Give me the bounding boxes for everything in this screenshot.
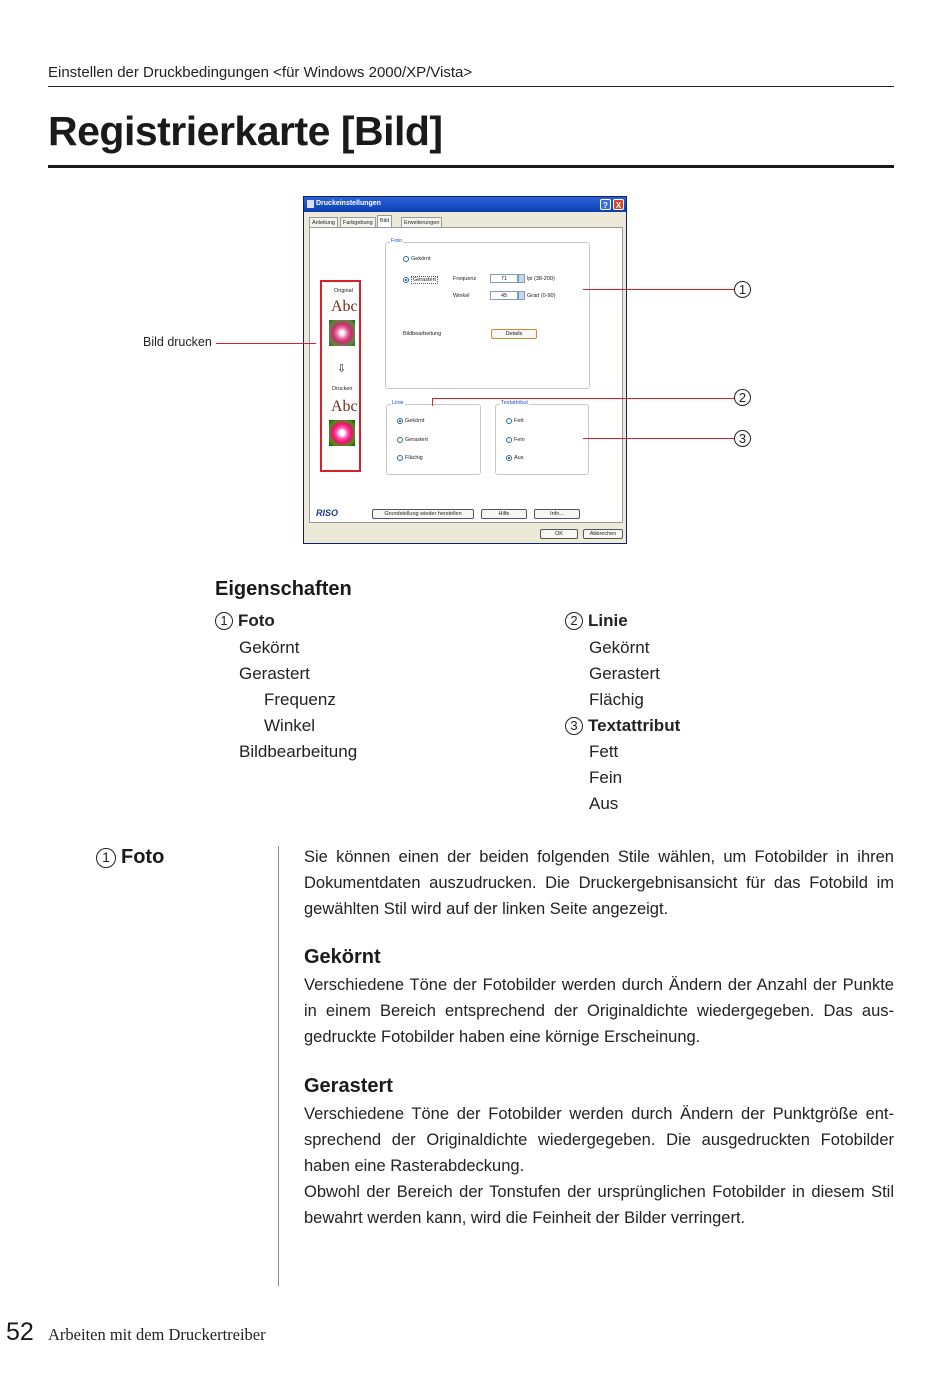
frequency-input[interactable]: 71 [490, 274, 518, 283]
subsection-gerastert-text: Verschiedene Töne der Fotobilder werden durch Ändern der Punktgröße ent-sprechend der Originaldichte wiedergegeben. Die ausgedruckten Fotobilder haben eine Rasterabdeckung. [304, 1105, 894, 1175]
arrow-down-icon: ⇩ [337, 363, 347, 375]
linie-gerastert-label: Gerastert [405, 437, 428, 443]
info-button[interactable]: Info... [534, 509, 580, 519]
prop-foto-item: Bildbearbeitung [239, 742, 358, 761]
page-title: Registrierkarte [Bild] [48, 108, 443, 154]
eigenschaften-heading: Eigenschaften [215, 578, 352, 600]
help-button[interactable]: Hilfe [481, 509, 527, 519]
subsection-gerastert-heading: Gerastert [304, 1075, 393, 1097]
section-foto-heading [96, 846, 164, 869]
original-photo-sample [329, 320, 355, 346]
image-editing-label: Bildbearbeitung [403, 331, 442, 337]
print-label: Drucken [332, 386, 353, 392]
prop-foto-title-text: Foto [238, 611, 275, 630]
subsection-gekoernt-heading: Gekörnt [304, 946, 381, 968]
linie-flaechig-radio[interactable] [397, 455, 403, 461]
prop-textattribut-number: 3 [565, 717, 583, 735]
frequency-spinner[interactable] [518, 274, 525, 283]
running-header: Einstellen der Druckbedingungen <für Windows 2000/XP/Vista> [48, 64, 473, 81]
prop-linie-number: 2 [565, 612, 583, 630]
close-button[interactable]: X [613, 199, 624, 210]
callout-line-3 [583, 438, 735, 439]
original-label: Original [334, 288, 353, 294]
prop-linie-item: Gekörnt [589, 638, 650, 657]
prop-textattribut-item: Fein [589, 768, 623, 787]
prop-foto-subitem: Frequenz [264, 690, 336, 709]
callout-line-2-tick [432, 398, 433, 406]
linie-gekoernt-radio[interactable] [397, 418, 403, 424]
callout-line-1 [583, 289, 735, 290]
reset-defaults-button[interactable]: Grundstellung wieder herstellen [372, 509, 474, 519]
header-rule [48, 86, 894, 87]
linie-gekoernt-label: Gekörnt [405, 418, 425, 424]
textattribut-group [495, 400, 589, 475]
section-intro-paragraph: Sie können einen der beiden folgenden Stile wählen, um Fotobilder in ihren Dokumentdaten auszudrucken. Die Druckergebnisansicht für das Fotobild im gewählten Stil wird auf der linken Seite angezeigt. [304, 848, 894, 918]
prop-linie-item: Gerastert [589, 664, 660, 683]
tab-anleitung[interactable]: Anleitung [309, 217, 338, 228]
callout-number-3: 3 [734, 430, 751, 447]
text-aus-radio[interactable] [506, 455, 512, 461]
frequency-label: Frequenz [453, 276, 477, 282]
tab-bild[interactable]: Bild [377, 215, 392, 228]
prop-textattribut-item: Fett [589, 742, 619, 761]
prop-textattribut-title [565, 716, 680, 736]
prop-linie-title [565, 611, 628, 631]
printer-icon [307, 200, 314, 208]
printed-abc-sample: Abc [331, 398, 358, 415]
section-foto-number: 1 [96, 848, 116, 868]
footer-chapter: Arbeiten mit dem Druckertreiber [48, 1325, 266, 1344]
text-fein-label: Fein [514, 437, 525, 443]
prop-foto-item: Gekörnt [239, 638, 300, 657]
cancel-button[interactable]: Abbrechen [583, 529, 623, 539]
callout-number-2: 2 [734, 389, 751, 406]
title-rule [48, 165, 894, 168]
angle-spinner[interactable] [518, 291, 525, 300]
prop-foto-subitem: Winkel [264, 716, 316, 735]
prop-foto-number: 1 [215, 612, 233, 630]
subsection-gekoernt-text: Verschiedene Töne der Fotobilder werden durch Ändern der Anzahl der Punkte in einem Bereich entsprechend der Originaldichte wiedergegeben. Das aus-gedruckte Fotobilder haben eine körnige Erscheinung. [304, 976, 894, 1046]
frequency-unit: lpi (38-200) [527, 276, 555, 282]
textattribut-legend: Textattribut [501, 400, 528, 406]
linie-flaechig-label: Flächig [405, 455, 423, 461]
linie-gerastert-radio[interactable] [397, 437, 403, 443]
callout-line-2 [432, 398, 735, 399]
angle-label: Winkel [453, 293, 470, 299]
subsection-gerastert-text-2: Obwohl der Bereich der Tonstufen der ursprünglichen Fotobilder in diesem Stil bewahrt werden kann, wird die Feinheit der Bilder verringert. [304, 1183, 894, 1227]
prop-linie-title-text: Linie [588, 611, 628, 630]
foto-group [385, 238, 590, 389]
print-preview-box [320, 280, 361, 472]
print-settings-dialog [303, 196, 627, 544]
foto-gerastert-label: Gerastert [413, 277, 436, 283]
dialog-titlebar [304, 197, 626, 212]
prop-foto-item: Gerastert [239, 664, 310, 683]
text-fett-label: Fett [514, 418, 524, 424]
tab-panel [309, 227, 623, 523]
linie-legend: Linie [392, 400, 404, 406]
prop-textattribut-title-text: Textattribut [588, 716, 681, 735]
riso-logo: RISO [316, 508, 339, 518]
callout-number-1: 1 [734, 281, 751, 298]
prop-linie-item: Flächig [589, 690, 644, 709]
text-aus-label: Aus [514, 455, 524, 461]
help-title-button[interactable]: ? [600, 199, 611, 210]
details-button[interactable]: Details [491, 329, 537, 339]
tab-erweiterungen[interactable]: Erweiterungen [401, 217, 442, 228]
foto-gekoernt-radio[interactable] [403, 256, 409, 262]
original-abc-sample: Abc [331, 298, 358, 315]
bild-drucken-callout-label: Bild drucken [143, 335, 212, 349]
prop-textattribut-item: Aus [589, 794, 619, 813]
foto-gekoernt-label: Gekörnt [411, 256, 431, 262]
tab-farbgebung[interactable]: Farbgebung [340, 217, 376, 228]
angle-unit: Grad (0-90) [527, 293, 556, 299]
linie-group [386, 400, 481, 475]
bild-drucken-callout-line [216, 343, 316, 344]
text-fett-radio[interactable] [506, 418, 512, 424]
printed-photo-sample [329, 420, 355, 446]
foto-gerastert-radio[interactable] [403, 277, 409, 283]
ok-button[interactable]: OK [540, 529, 578, 539]
prop-foto-title [215, 611, 275, 631]
angle-input[interactable]: 45 [490, 291, 518, 300]
section-divider [278, 846, 279, 1286]
page-number: 52 [6, 1318, 34, 1346]
section-foto-title: Foto [121, 846, 165, 868]
dialog-title: Druckeinstellungen [316, 200, 381, 207]
foto-legend: Foto [391, 238, 403, 244]
text-fein-radio[interactable] [506, 437, 512, 443]
